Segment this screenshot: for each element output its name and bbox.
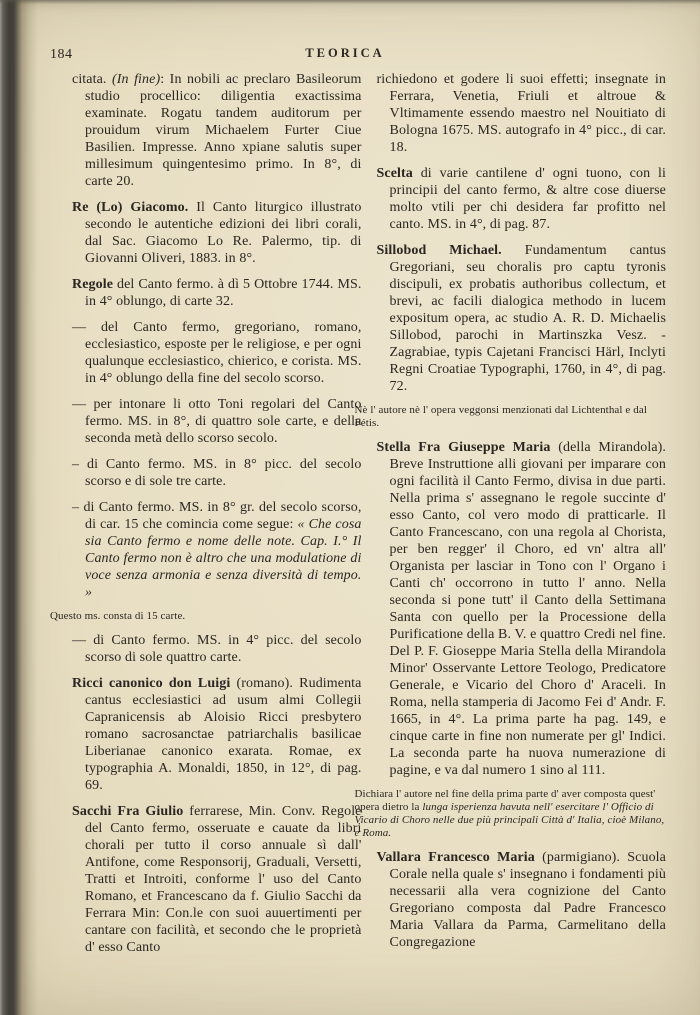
scan-edge-left bbox=[0, 0, 38, 1015]
text-run-bold: Vallara Francesco Maria bbox=[376, 850, 535, 865]
entry-paragraph bbox=[72, 319, 362, 387]
entry-paragraph bbox=[72, 199, 362, 267]
page-number: 184 bbox=[50, 47, 73, 62]
text-run-bold: Ricci canonico don Luigi bbox=[72, 676, 231, 691]
text-run-normal: (romano). Rudimenta cantus ecclesiastici ad usum almi Collegii Capranicensis ab Aloisio Ricci presbytero romano sacrosanctae patriarchalis basilicae Liberianae canonico exarata. Romae, ex typographia A. Monaldi, 1850, in 12°, di pag. 69. bbox=[85, 676, 362, 793]
entry-paragraph bbox=[72, 675, 362, 794]
right-column bbox=[354, 71, 667, 1015]
text-run-bold: Sacchi Fra Giulio bbox=[72, 804, 184, 819]
entry-paragraph bbox=[72, 71, 362, 190]
entry-paragraph bbox=[377, 165, 667, 233]
text-run-bold: Regole bbox=[72, 277, 114, 292]
text-run-italic: « Che cosa sia Canto fermo e nome delle note. Cap. I.° Il Canto fermo non è altro che una modulatione di voce senza armonia e senza diversità di tempo. » bbox=[85, 517, 362, 600]
entry-paragraph bbox=[377, 849, 667, 951]
text-run-normal: – di Canto fermo. MS. in 8° gr. del secolo scorso, di car. 15 che comincia come segue: bbox=[72, 500, 362, 532]
entry-paragraph bbox=[72, 803, 362, 956]
entry-paragraph bbox=[377, 71, 667, 156]
entry-paragraph bbox=[72, 499, 362, 601]
entry-paragraph bbox=[377, 242, 667, 395]
text-run-normal: citata. bbox=[72, 72, 112, 87]
text-run-bold: Re (Lo) Giacomo. bbox=[72, 200, 189, 215]
text-run-bold: Scelta bbox=[376, 166, 413, 181]
text-run-normal: — del Canto fermo, gregoriano, romano, ecclesiastico, esposte per le religiose, e per ogni qualunque ecclesiastico, chierico, e corista. MS. in 4° oblungo della fine del secolo scorso. bbox=[72, 320, 362, 386]
text-columns bbox=[50, 71, 666, 1015]
text-run-normal: richiedono et godere li suoi effetti; insegnate in Ferrara, Venetia, Friuli et altroue & Vltimamente essendo maestro nel Nouitiato di Bologna 1675. MS. autografo in 4° picc., di car. 18. bbox=[376, 72, 666, 155]
left-column bbox=[50, 71, 362, 1015]
text-run-normal: (della Mirandola). Breve Instruttione alli giovani per imparare con ogni facilità il Canto Fermo, divisa in due parti. Nella prima s' assegnano le regole succinte d' esso Canto, col vero modo di pratticarle. Il Canto Francescano, con una regola al Chorista, per ben regger' il Choro, ed vn' altra all' Organista per lasciar in Tono con l' Organo i Canti ch' occorrono in tutto l' anno. Nella seconda si pone tutt' il Canto della Settimana Santa con quello per la Processione della Purificatione della B. V. e quattro Credi nel fine. Del P. F. Gioseppe Maria Stella della Mirandola Minor' Osservante Lettore Teologo, Predicatore Generale, e Vicario del Choro d' Araceli. In Roma, nella stamperia di Jacomo Fei d' Andr. F. 1665, in 4°. La prima parte ha pag. 149, e cinque carte in fine non numerate per gl' Indici. La seconda parte ha nuova numerazione di pagine, e va dal numero 1 sino al 111. bbox=[389, 440, 666, 778]
note-paragraph bbox=[355, 404, 667, 430]
text-run-normal: di varie cantilene d' ogni tuono, con li principii del canto fermo, & altre cose diuerse molto vtili per chi desidera far profitto nel canto. MS. in 4°, di pag. 87. bbox=[389, 166, 666, 232]
text-run-normal: (parmigiano). Scuola Corale nella quale s' insegnano i fondamenti più necessarii alla vera cognizione del Canto Gregoriano composta dal Padre Francesco Maria Vallara da Parma, Carmelitano della Congregazione bbox=[389, 850, 666, 950]
text-run-bold: Sillobod Michael. bbox=[376, 243, 502, 258]
text-run-normal: Questo ms. consta di 15 carte. bbox=[50, 610, 186, 622]
entry-paragraph bbox=[377, 439, 667, 779]
text-run-normal: Fundamentum cantus Gregoriani, seu choralis pro captu tyronis discipuli, ex probatis authoribus collectum, et brevi, ac facili dialogica methodo in lucem expositum opera, ac studio A. R. D. Michaelis Sillobod, parochi in Martinszka Vesz. - Zagrabiae, typis Cajetani Francisci Härl, Inclyti Regni Croatiae Typographi, 1760, in 4°, di pag. 72. bbox=[389, 243, 666, 394]
text-run-normal: : In nobili ac preclaro Basileorum studio procellico: diligentia exactissima examinate. Rogatu tandem auditorum per prouidum virum Michaelem Furter Ciue Basilien. Impresse. Anno xpiane salutis super millesimum quingentesimo primo. In 8°, di carte 20. bbox=[85, 72, 362, 189]
note-paragraph bbox=[355, 788, 667, 840]
text-run-normal: ferrarese, Min. Conv. Regole del Canto fermo, osseruate e cauate da libri chorali per tutto il corso annuale sì dall' Antifone, come Responsorij, Graduali, Versetti, Tratti et Introiti, conforme l' uso del Canto Romano, et Francescano da f. Giulio Sacchi da Ferrara Min: Con.le con suoi auuertimenti per cantare con facilità, et secondo che le proprietà d' esso Canto bbox=[85, 804, 362, 955]
text-run-normal: Dichiara l' autore nel fine della prima parte d' aver composta quest' opera dietro la bbox=[354, 788, 656, 813]
entry-paragraph bbox=[72, 276, 362, 310]
page-header bbox=[50, 46, 640, 66]
entry-paragraph bbox=[72, 456, 362, 490]
text-run-normal: del Canto fermo. à dì 5 Ottobre 1744. MS. in 4° oblungo, di carte 32. bbox=[85, 277, 362, 309]
scan-edge-top bbox=[0, 0, 700, 4]
entry-paragraph bbox=[72, 632, 362, 666]
text-run-normal: Il Canto liturgico illustrato secondo le autentiche edizioni dei libri corali, dal Sac. Giacomo Lo Re. Palermo, tip. di Giovanni Oliveri, 1883. in 8°. bbox=[85, 200, 362, 266]
running-header: TEORICA bbox=[305, 46, 385, 60]
entry-paragraph bbox=[72, 396, 362, 447]
text-run-normal: Nè l' autore nè l' opera veggonsi menzionati dal Lichtenthal e dal Fétis. bbox=[354, 404, 647, 429]
text-run-bold: Stella Fra Giuseppe Maria bbox=[376, 440, 551, 455]
text-run-italic: (In fine) bbox=[111, 72, 161, 87]
note-paragraph bbox=[50, 610, 362, 623]
text-run-normal: – di Canto fermo. MS. in 8° picc. del secolo scorso e di sole tre carte. bbox=[72, 457, 362, 489]
text-run-normal: — di Canto fermo. MS. in 4° picc. del secolo scorso di sole quattro carte. bbox=[72, 633, 362, 665]
text-run-italic: lunga isperienza havuta nell' esercitare l' Officio di Vicario di Choro nelle due più principali Città d' Italia, cioè Milano, e Roma. bbox=[354, 801, 665, 839]
text-run-normal: — per intonare li otto Toni regolari del Canto fermo. MS. in 8°, di quattro sole carte, e della seconda metà dello scorso secolo. bbox=[72, 397, 362, 446]
